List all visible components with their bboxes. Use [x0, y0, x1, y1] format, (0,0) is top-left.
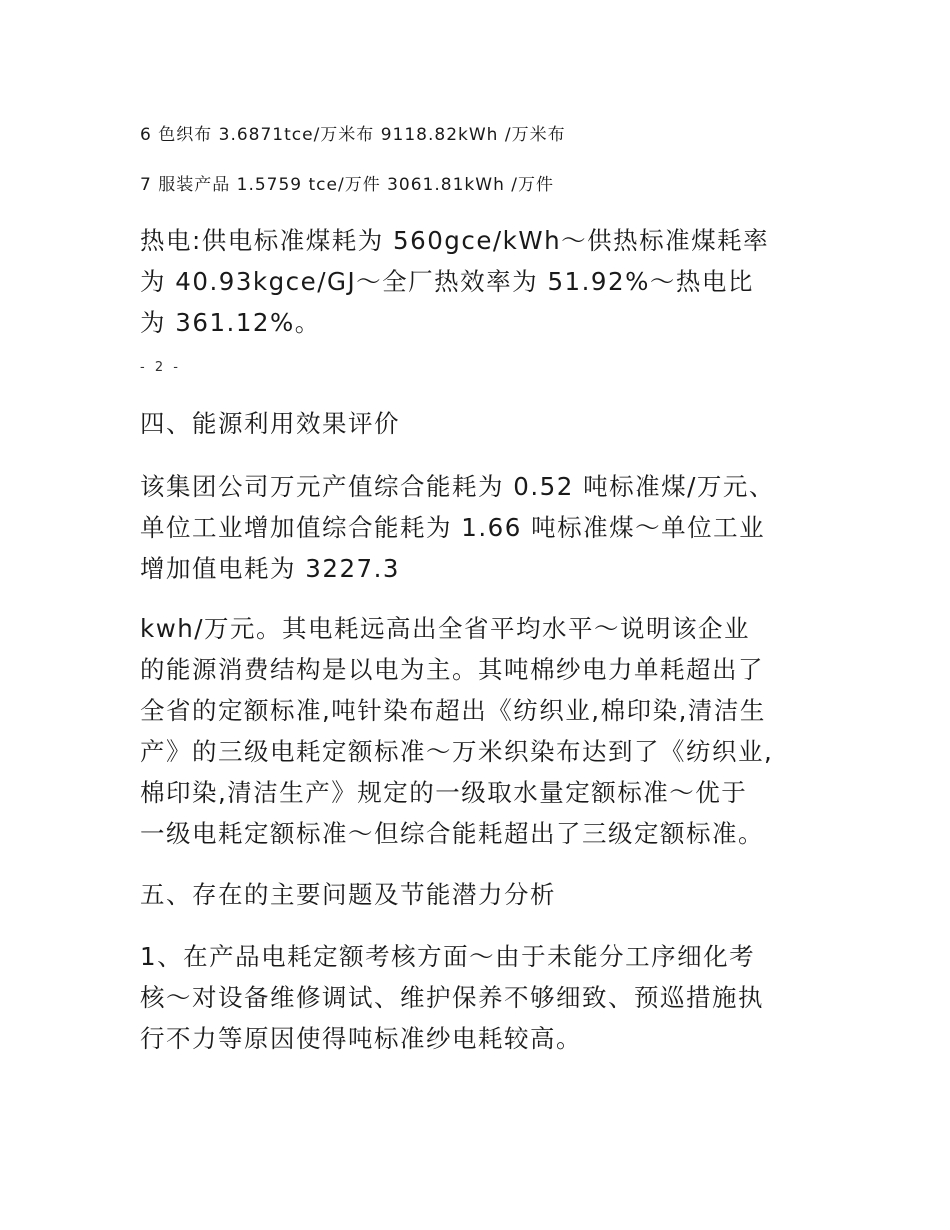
paragraph-line: 产》的三级电耗定额标准～万米织染布达到了《纺织业, [140, 737, 774, 766]
paragraph-line: 核～对设备维修调试、维护保养不够细致、预巡措施执 [140, 983, 764, 1012]
paragraph-line: 增加值电耗为 3227.3 [140, 554, 401, 583]
section-heading-4: 四、能源利用效果评价 [140, 409, 400, 438]
section-heading-5: 五、存在的主要问题及节能潜力分析 [140, 880, 556, 909]
paragraph-line: 为 361.12%。 [140, 308, 321, 337]
paragraph-line: 的能源消费结构是以电为主。其吨棉纱电力单耗超出了 [140, 655, 764, 684]
product-row-garments: 7 服装产品 1.5759 tce/万件 3061.81kWh /万件 [140, 175, 554, 195]
paragraph-line: 全省的定额标准,吨针染布超出《纺织业,棉印染,清洁生 [140, 696, 766, 725]
paragraph-line: 1、在产品电耗定额考核方面～由于未能分工序细化考 [140, 942, 756, 971]
product-row-yarn-dyed-fabric: 6 色织布 3.6871tce/万米布 9118.82kWh /万米布 [140, 125, 566, 145]
page-number: - 2 - [140, 360, 181, 375]
paragraph-line: 该集团公司万元产值综合能耗为 0.52 吨标准煤/万元、 [140, 472, 775, 501]
paragraph-line: 棉印染,清洁生产》规定的一级取水量定额标准～优于 [140, 778, 748, 807]
paragraph-line: kwh/万元。其电耗远高出全省平均水平～说明该企业 [140, 614, 751, 643]
paragraph-line: 行不力等原因使得吨标准纱电耗较高。 [140, 1024, 582, 1053]
paragraph-line: 一级电耗定额标准～但综合能耗超出了三级定额标准。 [140, 819, 764, 848]
paragraph-line: 单位工业增加值综合能耗为 1.66 吨标准煤～单位工业 [140, 513, 766, 542]
paragraph-line: 为 40.93kgce/GJ～全厂热效率为 51.92%～热电比 [140, 267, 754, 296]
paragraph-line: 热电:供电标准煤耗为 560gce/kWh～供热标准煤耗率 [140, 226, 770, 255]
